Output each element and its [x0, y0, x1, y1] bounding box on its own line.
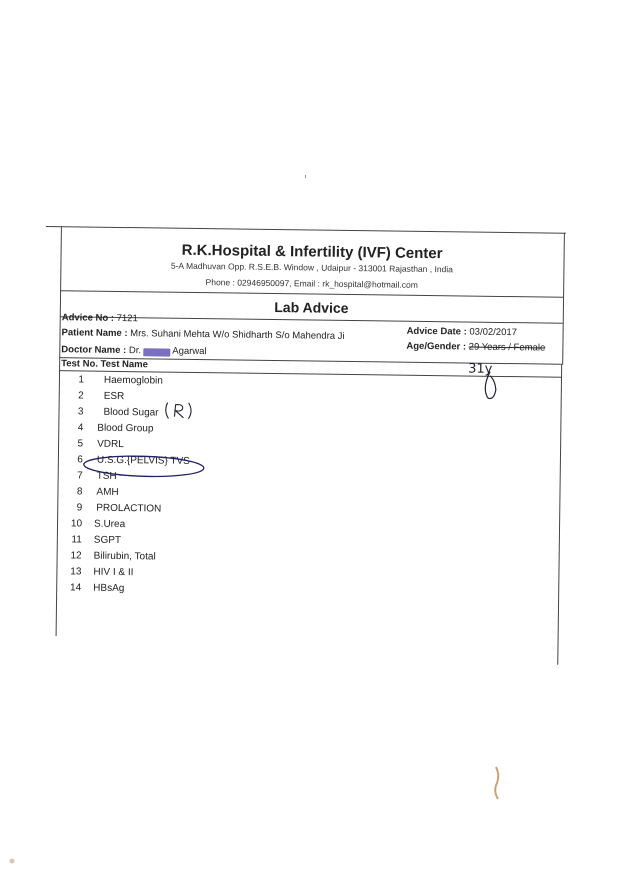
patient-name-label: Patient Name : [61, 327, 128, 340]
test-name: Blood Sugar [103, 406, 159, 419]
test-name: VDRL [97, 438, 124, 451]
test-number: 12 [70, 550, 82, 562]
handwritten-circle-usg [81, 450, 211, 482]
test-name: SGPT [93, 534, 122, 547]
advice-no-value: 7121 [116, 312, 138, 325]
test-number: 14 [70, 582, 82, 594]
handwritten-age-text: 31y [468, 361, 493, 377]
test-number: 13 [70, 566, 82, 578]
patient-name [61, 327, 344, 342]
test-row [59, 438, 459, 451]
test-number: 9 [76, 502, 83, 514]
scan-mark-left [6, 856, 20, 866]
doctor-surname: Agarwal [172, 345, 207, 358]
scan-mark-right [490, 765, 504, 805]
test-number: 4 [77, 422, 84, 434]
test-row [59, 422, 459, 435]
test-name: AMH [96, 486, 119, 498]
advice-date-value: 03/02/2017 [469, 326, 518, 339]
hospital-name: R.K.Hospital & Infertility (IVF) Center [181, 241, 443, 263]
redacted-first-name: Manisha [143, 348, 171, 356]
test-row [58, 550, 458, 563]
age-gender-label: Age/Gender : [406, 340, 467, 353]
handwritten-age-31y [468, 358, 509, 407]
test-name: ESR [103, 390, 125, 403]
test-name: U.S.G.{PELVIS} TVS [96, 454, 190, 467]
test-name-header: Test Name [100, 358, 148, 371]
frame-right-border-lower [557, 365, 562, 665]
test-name: TSH [96, 470, 117, 482]
test-number: 7 [77, 470, 83, 482]
test-number: 6 [77, 454, 83, 466]
hospital-contact: Phone : 02946950097, Email : rk_hospital@hotmail.com [205, 277, 418, 290]
test-name: PROLACTION [96, 502, 162, 515]
table-header [61, 358, 148, 370]
test-number: 1 [78, 374, 85, 386]
test-name: HBsAg [93, 582, 125, 595]
test-row [57, 582, 457, 595]
handwritten-r-note [163, 400, 193, 422]
test-row [58, 534, 458, 547]
test-number: 2 [78, 390, 84, 402]
document-title: Lab Advice [274, 298, 349, 316]
test-row [60, 406, 460, 419]
lab-advice-sheet [41, 222, 578, 649]
age-gender-value: 29 Years / Female [468, 341, 546, 354]
test-name: S.Urea [93, 518, 126, 531]
test-row [60, 390, 460, 403]
test-row [59, 486, 459, 498]
frame-top-border [46, 226, 566, 234]
test-number: 3 [77, 406, 84, 418]
doctor-prefix: Dr. [128, 345, 142, 357]
doctor-name-label: Doctor Name : [61, 344, 127, 357]
hospital-address: 5-A Madhuvan Opp. R.S.E.B. Window , Udaipur - 313001 Rajasthan , India [170, 260, 454, 275]
patient-name-value: Mrs. Suhani Mehta W/o Shidharth S/o Mahendra Ji [130, 328, 345, 342]
advice-date-label: Advice Date : [406, 325, 467, 338]
test-name: Bilirubin, Total [93, 550, 156, 563]
advice-no [62, 312, 138, 324]
test-no-header: Test No. [61, 358, 98, 370]
doctor-name [61, 344, 206, 357]
test-row [57, 566, 457, 579]
test-row [58, 518, 458, 531]
test-number: 11 [71, 534, 82, 546]
advice-date [407, 326, 518, 338]
test-number: 5 [77, 438, 84, 450]
scan-dot [304, 174, 308, 180]
age-gender [406, 341, 545, 354]
test-number: 10 [70, 518, 83, 530]
test-name: Blood Group [97, 422, 154, 435]
test-name: HIV I & II [93, 566, 134, 579]
test-row [58, 502, 458, 515]
advice-no-label: Advice No : [61, 312, 115, 324]
test-number: 8 [76, 486, 83, 498]
test-name: Haemoglobin [103, 374, 163, 387]
